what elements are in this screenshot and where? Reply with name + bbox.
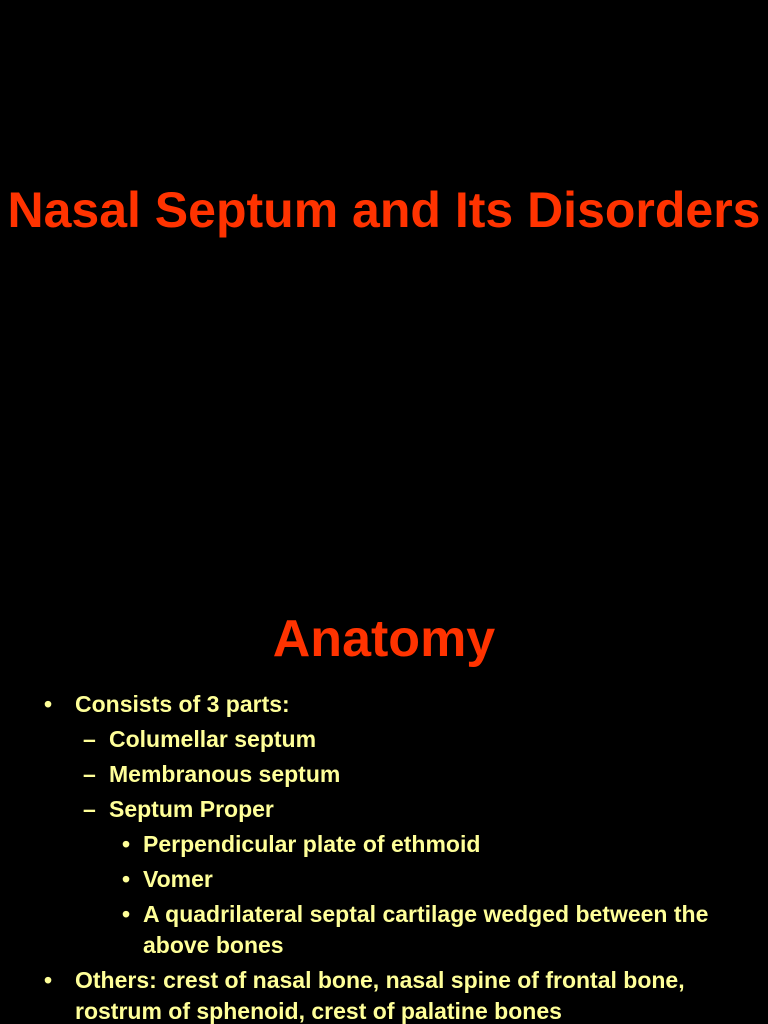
list-item xyxy=(0,724,768,755)
presentation-title: Nasal Septum and Its Disorders xyxy=(7,182,761,238)
list-item xyxy=(0,965,768,1024)
list-item xyxy=(0,794,768,825)
bullet-marker: • xyxy=(122,866,131,892)
list-item-text: Perpendicular plate of ethmoid xyxy=(143,831,481,857)
list-item xyxy=(0,759,768,790)
anatomy-slide xyxy=(0,576,768,1024)
bullet-marker: • xyxy=(122,901,131,927)
list-item xyxy=(0,899,768,961)
list-item-text: Vomer xyxy=(143,866,213,892)
bullet-marker: • xyxy=(44,967,53,993)
list-item xyxy=(0,864,768,895)
dash-marker: – xyxy=(83,796,96,822)
list-item xyxy=(0,689,768,720)
bullet-marker: • xyxy=(44,691,53,717)
list-item-text: Septum Proper xyxy=(109,796,274,822)
bullet-marker: • xyxy=(122,831,131,857)
list-item-text: Columellar septum xyxy=(109,726,317,752)
bullet-list xyxy=(0,689,768,1024)
list-item-text: Membranous septum xyxy=(109,761,341,787)
dash-marker: – xyxy=(83,726,96,752)
list-item xyxy=(0,829,768,860)
slide-heading: Anatomy xyxy=(272,610,496,668)
dash-marker: – xyxy=(83,761,96,787)
list-item-text: Others: crest of nasal bone, nasal spine of frontal bone, rostrum of sphenoid, crest of palatine bones xyxy=(75,967,685,1024)
list-item-text: Consists of 3 parts: xyxy=(75,691,290,717)
list-item-text: A quadrilateral septal cartilage wedged between the above bones xyxy=(143,901,709,958)
